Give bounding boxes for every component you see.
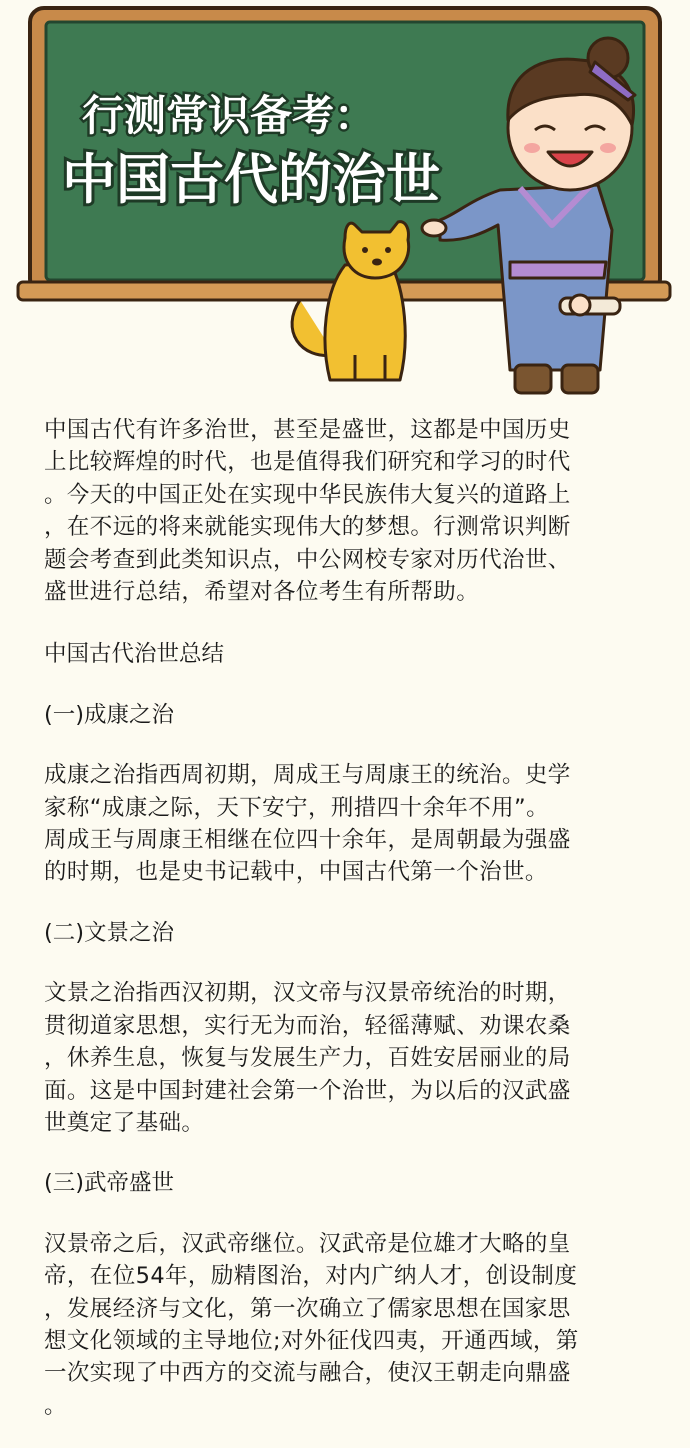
section-heading: (一)成康之治 [44, 701, 175, 728]
section-heading: (三)武帝盛世 [44, 1170, 175, 1197]
section-heading: (二)文景之治 [44, 919, 175, 946]
article-content [44, 414, 656, 1422]
banner-illustration [0, 0, 690, 410]
banner-title-line2: 中国古代的治世 [62, 148, 440, 211]
section-body: 文景之治指西汉初期，汉文帝与汉景帝统治的时期， 贯彻道家思想，实行无为而治，轻徭薄赋、劝课农桑 ，休养生息，恢复与发展生产力，百姓安居丽业的局 面。这是中国封建社会第一个治世，为以后的汉武盛 世奠定了基础。 [44, 980, 571, 1136]
summary-title: 中国古代治世总结 [44, 641, 225, 668]
section-body: 汉景帝之后，汉武帝继位。汉武帝是位雄才大略的皇 帝，在位54年，励精图治，对内广纳人才，创设制度 ，发展经济与文化，第一次确立了儒家思想在国家思 想文化领域的主导地位;对外征伐四夷，开通西域，第 一次实现了中西方的交流与融合，使汉王朝走向鼎盛 。 [44, 1230, 579, 1419]
intro-paragraph: 中国古代有许多治世，甚至是盛世，这都是中国历史 上比较辉煌的时代，也是值得我们研究和学习的时代 。今天的中国正处在实现中华民族伟大复兴的道路上 ，在不远的将来就能实现伟大的梦想。行测常识判断 题会考查到此类知识点，中公网校专家对历代治世、 盛世进行总结，希望对各位考生有所帮助。 [44, 417, 571, 606]
banner-title-line1: 行测常识备考： [82, 91, 377, 140]
section-body: 成康之治指西周初期，周成王与周康王的统治。史学 家称“成康之际，天下安宁，刑措四十余年不用”。 周成王与周康王相继在位四十余年，是周朝最为强盛 的时期，也是史书记载中，中国古代第一个治世。 [44, 762, 571, 886]
